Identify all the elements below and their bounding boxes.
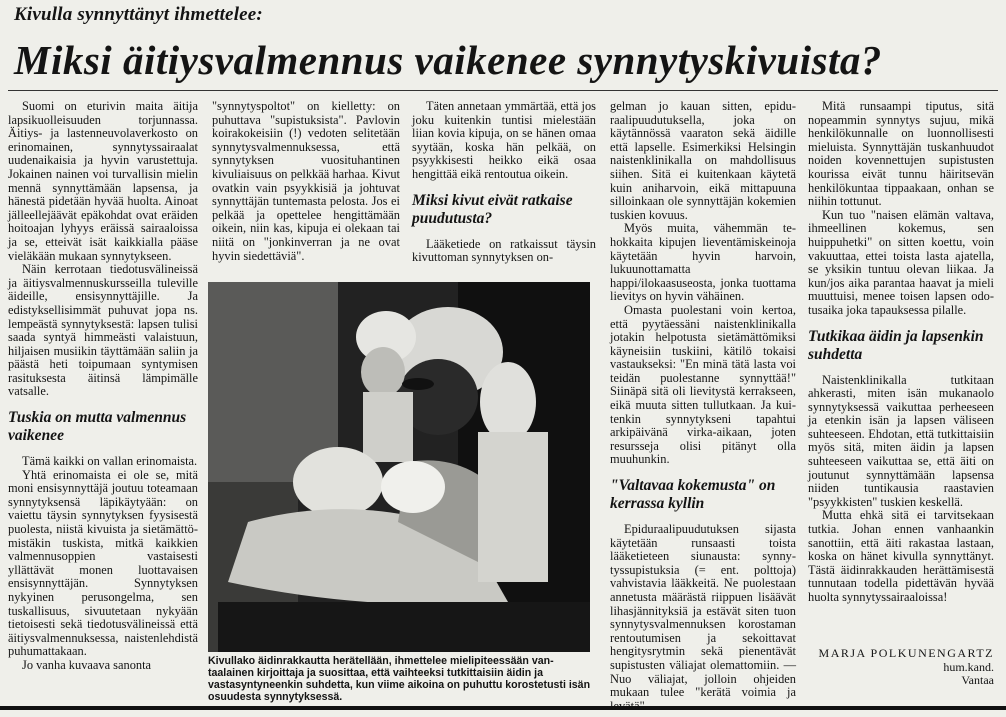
photo-caption: Kivullako äidinrakkautta herätellään, ihmettelee mielipiteessään vantaalainen kirjoittaja ja suosittaa, että vaihteeksi tutkittaisiin äidin ja vastasyntyneenkin suhdetta, kun viime aikoina on puhuttu korostetusti isän osuudesta synnytyksessä. [208, 655, 591, 703]
headline: Miksi äitiysvalmennus vaikenee synnytyskivuista? [14, 37, 882, 83]
subheading: Tuskia on mutta valmennus vaikenee [8, 409, 187, 445]
paragraph: Lääketiede on ratkaissut täysin kivuttoman synnytyksen on- [412, 236, 596, 265]
paragraph: Naistenklinikalla tutkitaan ahkerasti, miten isän mukanaolo synnytyksessä vaikuttaa perheeseen ja etenkin isän ja lapsen väliseen suhteeseen. Ehdotan, että tutkittaisiin myös sitä, miten äidin ja lapsen suhteeseen vaikuttaa se, että äiti on joutunut synnyttämään lapsensa niiden tuntikausia raastavien "psyykkisten" tuskien keskellä. [808, 372, 994, 509]
column-4 [610, 100, 796, 713]
author-title: hum.kand. [943, 659, 994, 674]
top-rule [8, 90, 998, 91]
paragraph: Mitä runsaampi tiputus, sitä nopeammin synnytys sujuu, mikä henkilökunnalle on luonnollisesti mieluista. Synnyttäjän tuskanhuudot noiden kovennettujen supistusten kourissa eivät tunnu häiritsevän henkilökuntaa tippaakaan, onhan se niihin tottunut. [808, 99, 994, 209]
paragraph: Mutta ehkä sitä ei tarvitsekaan tutkia. Johan ennen vanhaankin sanottiin, että äiti rakastaa lastaan, koska on hänet kivulla synnyttänyt. Tästä äidinrakkauden herättämisestä tunnutaan todella pidettävän hyvää huolta synnytyssairaaloissa! [808, 508, 994, 604]
paragraph: gelman jo kauan sitten, epiduraalipuudutuksella, joka on käytännössä vaaraton sekä äidille että lapselle. Esimerkiksi Helsingin naistenklinikalla on mahdollisuus siihen. Sitä ei kuitenkaan käytetä kuin aniharvoin, eikä mittapuuna silloinkaan ole synnyttäjän kokemien tuskien kovuus. [610, 99, 796, 222]
photo-illustration [208, 282, 590, 652]
paragraph: Epiduraalipuudutuksen sijasta käytetään runsaasti toista lääketieteen siunausta: synnytyssupistuksia (= ent. polttoja) vahvistavia lääkkeitä. Ne puolestaan annetusta määrästä riippuen lisäävät lihasjännityksiä ja estävät siten tuon synnytysvalmennuksen korostaman rentoutumisen ja sekoittavat hengitysrytmin sekä pienentävät supistusten väliajat olemattomiin. — Nuo väliajat, jolloin ohjeiden mukaan tulee "kerätä voimia ja levätä". [610, 522, 796, 713]
column-2 [212, 100, 400, 263]
paragraph: Täten annetaan ymmärtää, että jos joku kuitenkin tuntisi mielestään liian kovia kipuja, on se hänen omaa syytään, koska hän pelkää, on psyykkisesti heikko eikä osaa hengittää eikä rentoutua oikein. [412, 99, 596, 181]
author-name: MARJA POLKUNENGARTZ [818, 646, 994, 660]
paragraph: Suomi on eturivin maita äitija lapsikuolleisuuden torjunnassa. Äitiys- ja lastenneuvolaverkosto on erinomainen, synnytyssairaalat uudenaikaisia ja hyvin varustettuja. Jokainen nainen voi turvallisin mielin mennä synnyttämään lapsensa, ja hänestä pidetään hyvää huolta. Ainoat jälleellejäävät epäkohdat ovat eräiden hoitoajan lyhyys eräissä sairaaloissa ja se, etteivät isät kaikkialla pääse vieläkään mukaan synnytykseen. [8, 99, 198, 263]
paragraph: Yhtä erinomaista ei ole se, mitä moni ensisynnyttäjä joutuu toteamaan synnytyksensä läpikäytyään: on vaiettu täysin synnytyksen fyysisestä puolesta, niistä kivuista ja sietämättömistäkin tuskista, mitkä kaikkien valmennusoppien vastaisesti yllättävät monen luottavaisen ensisynnyttäjän. Synnytyksen nykyinen perusongelma, sen tuskallisuus, sivuutetaan nykyään tietoisesti sekä tiedotusvälineissä että äitiysvalmennuksessa, naistenlehdistä puhumattakaan. [8, 467, 198, 659]
paragraph: Myös muita, vähemmän tehokkaita kipujen lieventämiskeinoja käytetään hyvin harvoin, lukuunottamatta happi/ilokaasuseosta, jonka tuottama lievitys on hyvin vähäinen. [610, 221, 796, 304]
subheading: Tutkikaa äidin ja lapsenkin suhdetta [808, 327, 984, 363]
kicker: Kivulla synnyttänyt ihmettelee: [14, 4, 263, 25]
delivery-room-photo [208, 282, 590, 652]
paragraph: Kun tuo "naisen elämän valtava, ihmeellinen kokemus, sen huippuhetki" on sitten koettu, voin vakuuttaa, ettei toista lasta ajatella, se yksikin tuntuu olevan liikaa. Ja kun/jos aika parantaa haavat ja mieli muuttuisi, menee toisen lapsen odotusaika joka tapauksessa pilalle. [808, 207, 994, 317]
paragraph: Omasta puolestani voin kertoa, että pyytäessäni naistenklinikalla jotakin helpotusta sietämättömiksi käyneisiin tuskiini, kätilö tokaisi vastaukseksi: "En minä tätä lasta voi teidän puolestanne synnyttää!" Siinäpä sitä oli lievitystä kerrakseen, eikä muuta sitten tullutkaan. Ja kuitenkin synnytykseni tapahtui arkipäivänä virka-aikaan, joten resursseja olisi pitänyt olla muuhunkin. [610, 302, 796, 467]
subheading: Miksi kivut eivät ratkaise puudutusta? [412, 191, 573, 227]
author-place: Vantaa [961, 673, 994, 687]
byline [808, 647, 994, 688]
paragraph: Jo vanha kuvaava sanonta [22, 657, 152, 672]
paragraph: Näin kerrotaan tiedotusvälineissä ja äitiysvalmennuskursseilla tuleville äideille, ensisynnyttäjille. Ja edistyksellisimmät puhuvat jopa ns. lempeästä synnytyksestä: lapsen tulisi saada syntyä himmeästi valaistuun, hiljaisen musiikin täyttämään saliin ja päästä heti toipumaan syntymisen rasituksesta äitinsä lämpimälle vatsalle. [8, 262, 198, 399]
paragraph: "synnytyspoltot" on kielletty: on puhuttava "supistuksista". Pavlovin koirakokeisiin (!) vedoten selitetään synnytysvalmennuksessa, että synnytyksen vuosituhantinen kivuliaisuus on pelkkää harhaa. Kivut ovatkin vain psyykkisiä ja johtuvat synnyttäjän tuntemasta pelosta. Jos ei pelkää ja opettelee hengittämään oikein, niin kas, kipuja ei olekaan tai niitä on "jonkinverran ja ne ovat hyvin siedettäviä". [212, 99, 400, 263]
column-1 [8, 100, 198, 673]
column-5 [808, 100, 994, 605]
column-3 [412, 100, 596, 265]
paragraph: Tämä kaikki on vallan erinomaista. [22, 454, 198, 469]
subheading: "Valtavaa kokemusta" on kerrassa kyllin [610, 477, 776, 513]
bottom-rule [0, 706, 1006, 710]
